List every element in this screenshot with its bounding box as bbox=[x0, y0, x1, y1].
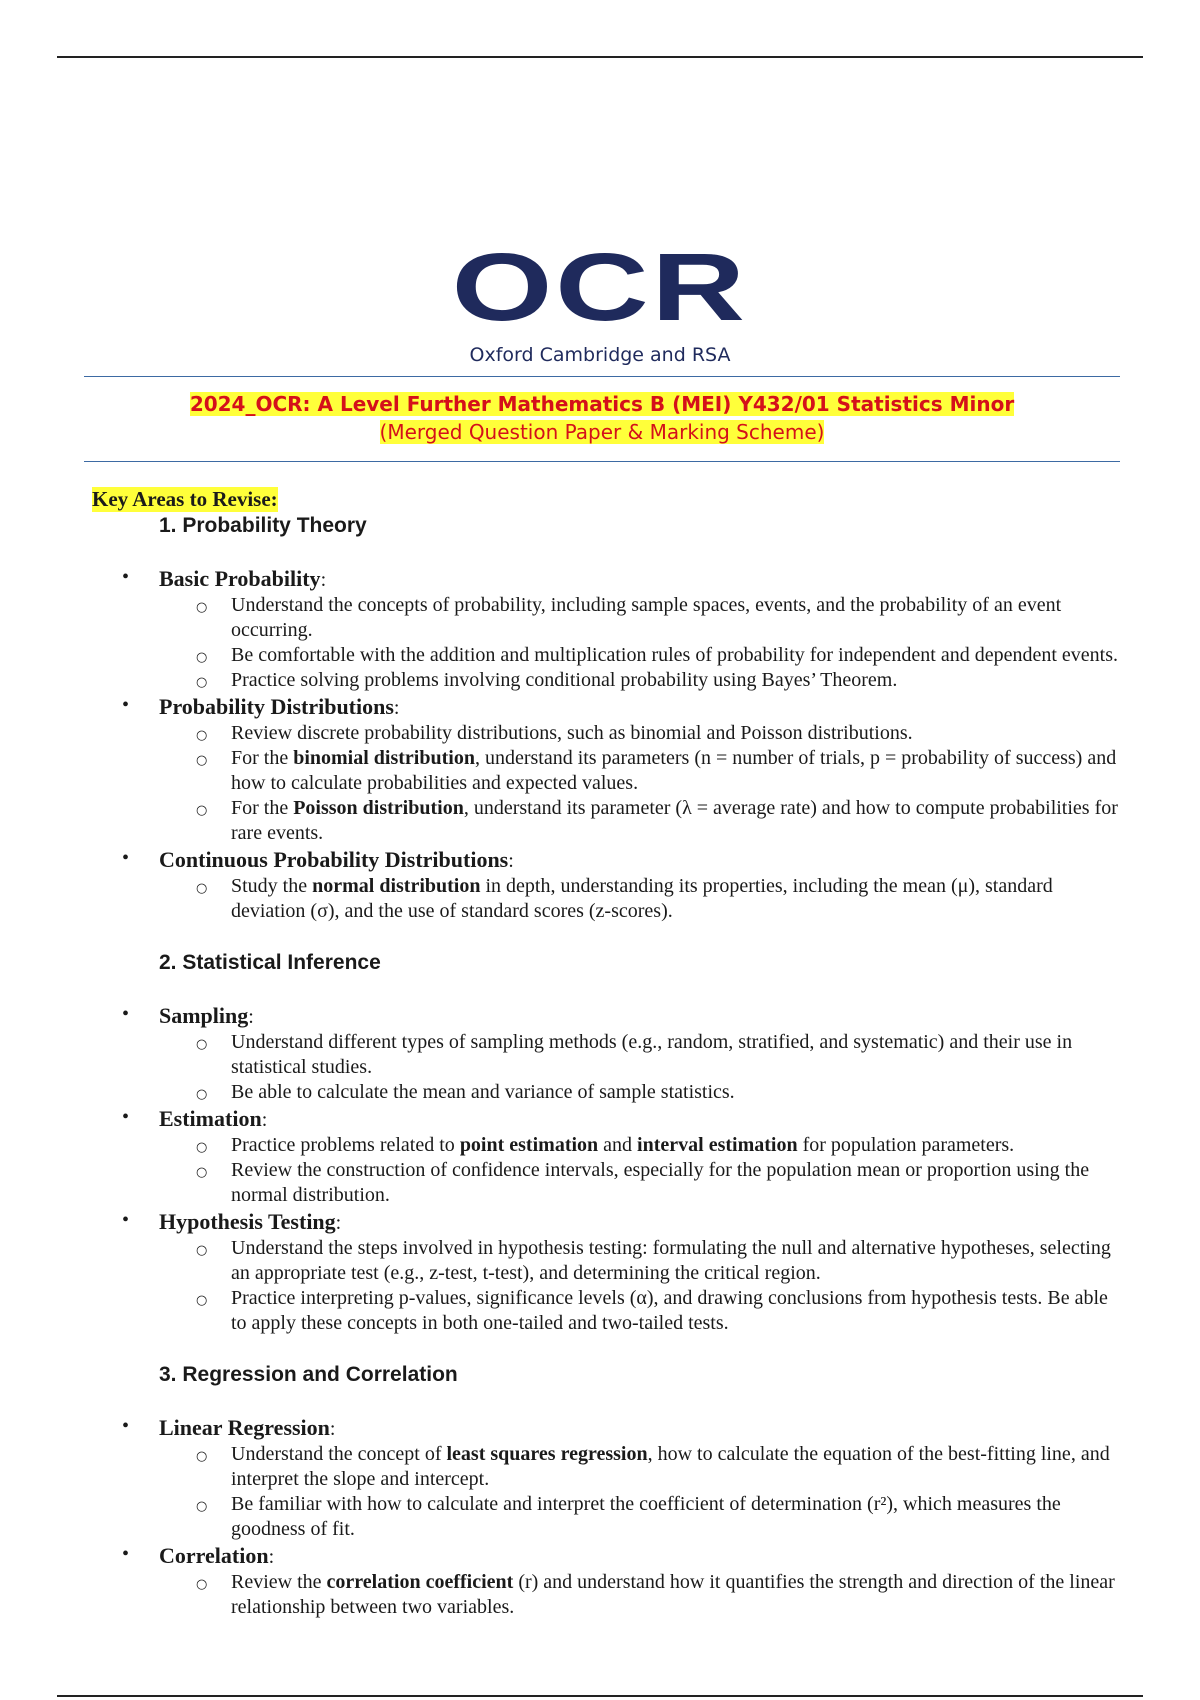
topic-title: Continuous Probability Distributions bbox=[159, 847, 509, 872]
topic-title: Hypothesis Testing bbox=[159, 1209, 336, 1234]
circle-bullet-icon: ○ bbox=[196, 1577, 208, 1592]
circle-bullet-icon: ○ bbox=[196, 1087, 208, 1102]
topic-title: Correlation bbox=[159, 1543, 269, 1568]
text-run: For the bbox=[231, 797, 294, 819]
topic-item bbox=[92, 1002, 1122, 1105]
text-run: Review the bbox=[231, 1571, 327, 1593]
topic-colon: : bbox=[268, 1546, 275, 1568]
title-line-1: 2024_OCR: A Level Further Mathematics B (MEI) Y432/01 Statistics Minor bbox=[189, 392, 1015, 416]
circle-bullet-icon: ○ bbox=[196, 1499, 208, 1514]
subtopic-item bbox=[159, 1492, 1122, 1542]
text-run: Understand the concepts of probability, including sample spaces, events, and the probability of an event occurring. bbox=[231, 594, 1062, 641]
bullet-icon: • bbox=[122, 694, 130, 716]
text-run: Review discrete probability distributions, such as binomial and Poisson distributions. bbox=[231, 722, 913, 744]
subtopic-item bbox=[159, 1080, 1122, 1105]
circle-bullet-icon: ○ bbox=[196, 1293, 208, 1308]
circle-bullet-icon: ○ bbox=[196, 675, 208, 690]
text-run: for population parameters. bbox=[797, 1134, 1015, 1156]
subtopic-list bbox=[159, 1236, 1122, 1336]
topic-title: Probability Distributions bbox=[159, 694, 394, 719]
circle-bullet-icon: ○ bbox=[196, 1140, 208, 1155]
subtopic-list bbox=[159, 1442, 1122, 1542]
topic-item bbox=[92, 1105, 1122, 1208]
topic-item bbox=[92, 1414, 1122, 1542]
bullet-icon: • bbox=[122, 1106, 130, 1128]
subtopic-list bbox=[159, 721, 1122, 846]
circle-bullet-icon: ○ bbox=[196, 1037, 208, 1052]
text-run: Understand the concept of bbox=[231, 1443, 447, 1465]
bullet-icon: • bbox=[122, 566, 130, 588]
key-areas-heading: Key Areas to Revise: bbox=[92, 487, 278, 511]
text-run: , understand its parameters (n = number of trials, p = probability of success) and how to calculate probabilities and expected values. bbox=[231, 747, 1117, 794]
bullet-icon: • bbox=[122, 1003, 130, 1025]
topic-title: Basic Probability bbox=[159, 566, 321, 591]
ocr-logo-mark: OCR bbox=[451, 234, 749, 341]
circle-bullet-icon: ○ bbox=[196, 600, 208, 615]
section-heading: 3. Regression and Correlation bbox=[159, 1363, 458, 1386]
circle-bullet-icon: ○ bbox=[196, 1243, 208, 1258]
text-run: and bbox=[598, 1134, 638, 1156]
subtopic-item bbox=[159, 1133, 1122, 1158]
topic-colon: : bbox=[508, 850, 514, 872]
text-run: Be familiar with how to calculate and interpret the coefficient of determination (r²), which measures the goodness of fit. bbox=[231, 1493, 1061, 1540]
bold-term: correlation coefficient bbox=[326, 1571, 514, 1593]
section-heading: 1. Probability Theory bbox=[159, 514, 367, 537]
text-run: Understand different types of sampling methods (e.g., random, stratified, and systematic) and their use in statistical studies. bbox=[231, 1031, 1073, 1078]
topic-item bbox=[92, 565, 1122, 693]
text-run: Practice solving problems involving conditional probability using Bayes’ Theorem. bbox=[231, 669, 898, 691]
topic-item bbox=[92, 1542, 1122, 1620]
topic-item bbox=[92, 846, 1122, 924]
text-run: Be comfortable with the addition and multiplication rules of probability for independent and dependent events. bbox=[231, 644, 1118, 666]
topic-colon: : bbox=[320, 569, 327, 591]
text-run: , understand its parameter (λ = average rate) and how to compute probabilities for rare events. bbox=[231, 797, 1118, 844]
topic-colon: : bbox=[335, 1212, 342, 1234]
subtopic-item bbox=[159, 643, 1122, 668]
document-title bbox=[84, 390, 1120, 446]
circle-bullet-icon: ○ bbox=[196, 753, 208, 768]
topic-list bbox=[92, 1002, 1122, 1336]
subtopic-list bbox=[159, 1133, 1122, 1208]
bold-term: normal distribution bbox=[312, 875, 481, 897]
topic-colon: : bbox=[248, 1006, 254, 1028]
circle-bullet-icon: ○ bbox=[196, 650, 208, 665]
subtopic-item bbox=[159, 746, 1122, 796]
topic-colon: : bbox=[329, 1418, 336, 1440]
text-run: For the bbox=[231, 747, 294, 769]
section-heading: 2. Statistical Inference bbox=[159, 951, 381, 974]
subtopic-item bbox=[159, 1442, 1122, 1492]
subtopic-list bbox=[159, 874, 1122, 924]
subtopic-item bbox=[159, 668, 1122, 693]
subtopic-item bbox=[159, 1570, 1122, 1620]
text-run: Study the bbox=[231, 875, 313, 897]
circle-bullet-icon: ○ bbox=[196, 1449, 208, 1464]
title-rule-bottom bbox=[84, 461, 1120, 462]
subtopic-item bbox=[159, 1286, 1122, 1336]
subtopic-item bbox=[159, 593, 1122, 643]
text-run: Review the construction of confidence intervals, especially for the population mean or proportion using the normal distribution. bbox=[231, 1159, 1090, 1206]
text-run: (r) and understand how it quantifies the strength and direction of the linear relationship between two variables. bbox=[231, 1571, 1115, 1618]
text-run: Practice interpreting p-values, significance levels (α), and drawing conclusions from hypothesis tests. Be able to apply these concepts in both one-tailed and two-tailed tests. bbox=[231, 1287, 1108, 1334]
ocr-logo-subtitle: Oxford Cambridge and RSA bbox=[469, 344, 731, 366]
subtopic-item bbox=[159, 796, 1122, 846]
subtopic-list bbox=[159, 593, 1122, 693]
bold-term: interval estimation bbox=[637, 1134, 798, 1156]
topic-title: Sampling bbox=[159, 1003, 249, 1028]
subtopic-item bbox=[159, 721, 1122, 746]
circle-bullet-icon: ○ bbox=[196, 803, 208, 818]
circle-bullet-icon: ○ bbox=[196, 1165, 208, 1180]
topic-colon: : bbox=[393, 697, 400, 719]
text-run: Understand the steps involved in hypothesis testing: formulating the null and alternative hypotheses, selecting an appropriate test (e.g., z-test, t-test), and determining the critical region. bbox=[231, 1237, 1111, 1284]
topic-title: Estimation bbox=[159, 1106, 262, 1131]
circle-bullet-icon: ○ bbox=[196, 728, 208, 743]
subtopic-item bbox=[159, 1236, 1122, 1286]
topic-item bbox=[92, 1208, 1122, 1336]
subtopic-item bbox=[159, 874, 1122, 924]
bold-term: binomial distribution bbox=[293, 747, 475, 769]
revision-content bbox=[92, 487, 1122, 1620]
bold-term: least squares regression bbox=[446, 1443, 648, 1465]
top-rule bbox=[57, 56, 1143, 58]
bold-term: point estimation bbox=[459, 1134, 599, 1156]
topic-list bbox=[92, 1414, 1122, 1620]
text-run: , how to calculate the equation of the best-fitting line, and interpret the slope and intercept. bbox=[231, 1443, 1110, 1490]
subtopic-list bbox=[159, 1570, 1122, 1620]
subtopic-list bbox=[159, 1030, 1122, 1105]
subtopic-item bbox=[159, 1158, 1122, 1208]
bullet-icon: • bbox=[122, 847, 130, 869]
text-run: in depth, understanding its properties, including the mean (μ), standard deviation (σ), and the use of standard scores (z-scores). bbox=[231, 875, 1053, 922]
topic-list bbox=[92, 565, 1122, 924]
title-rule-top bbox=[84, 376, 1120, 377]
bullet-icon: • bbox=[122, 1209, 130, 1231]
circle-bullet-icon: ○ bbox=[196, 881, 208, 896]
text-run: Practice problems related to bbox=[231, 1134, 460, 1156]
bottom-rule bbox=[57, 1695, 1143, 1697]
bullet-icon: • bbox=[122, 1543, 130, 1565]
title-line-2: (Merged Question Paper & Marking Scheme) bbox=[379, 420, 825, 444]
ocr-logo bbox=[0, 234, 1200, 366]
bold-term: Poisson distribution bbox=[293, 797, 464, 819]
bullet-icon: • bbox=[122, 1415, 130, 1437]
topic-colon: : bbox=[261, 1109, 268, 1131]
text-run: Be able to calculate the mean and variance of sample statistics. bbox=[231, 1081, 735, 1103]
topic-item bbox=[92, 693, 1122, 846]
subtopic-item bbox=[159, 1030, 1122, 1080]
topic-title: Linear Regression bbox=[159, 1415, 330, 1440]
